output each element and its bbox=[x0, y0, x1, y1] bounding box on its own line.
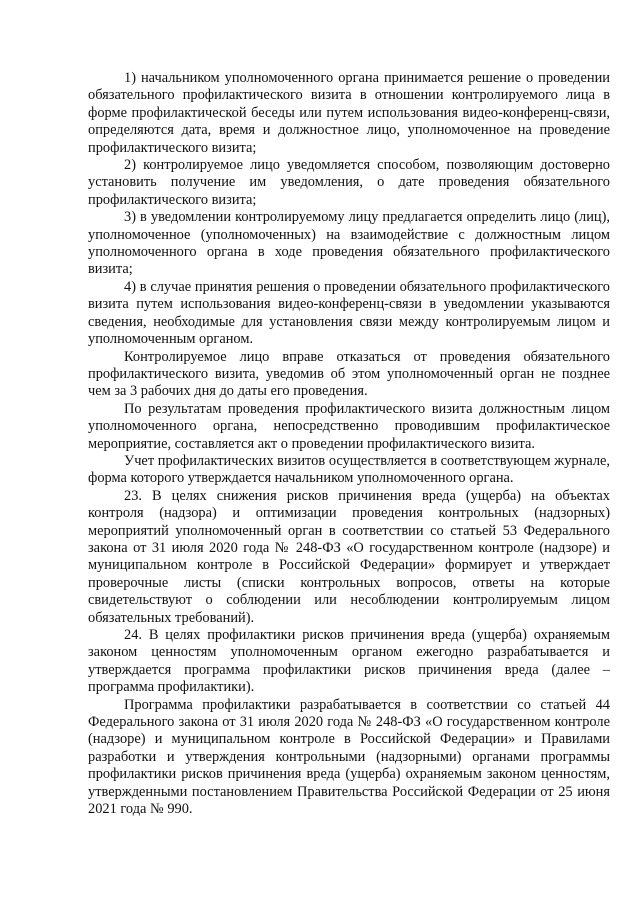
document-page bbox=[88, 70, 610, 818]
paragraph-refusal: Контролируемое лицо вправе отказаться от проведения обязательного профилактического визита, уведомив об этом уполномоченный орган не позднее чем за 3 рабочих дня до даты его проведения. bbox=[88, 348, 610, 400]
paragraph-item-1: 1) начальником уполномоченного органа принимается решение о проведении обязательного профилактического визита в отношении контролируемого лица в форме профилактической беседы или путем использования видео-конференц-связи, определяются дата, время и должностное лицо, уполномоченное на проведение профилактического визита; bbox=[88, 70, 610, 156]
paragraph-program: Программа профилактики разрабатывается в соответствии со статьей 44 Федерального закона от 31 июля 2020 года № 248-ФЗ «О государственном контроле (надзоре) и муниципальном контроле в Российской Федерации» и Правилами разработки и утверждения контрольными (надзорными) органами программы профилактики рисков причинения вреда (ущерба) охраняемым законом ценностям, утвержденными постановлением Правительства Российской Федерации от 25 июня 2021 года № 990. bbox=[88, 696, 610, 818]
paragraph-visit-results: По результатам проведения профилактического визита должностным лицом уполномоченного органа, непосредственно проводившим профилактическое мероприятие, составляется акт о проведении профилактического визита. bbox=[88, 400, 610, 452]
paragraph-item-2: 2) контролируемое лицо уведомляется способом, позволяющим достоверно установить получение им уведомления, о дате проведения обязательного профилактического визита; bbox=[88, 157, 610, 208]
paragraph-item-3: 3) в уведомлении контролируемому лицу предлагается определить лицо (лиц), уполномоченное (уполномоченных) на взаимодействие с должностным лицом уполномоченного органа в ходе проведения обязательного профилактического визита; bbox=[88, 209, 610, 278]
paragraph-item-4: 4) в случае принятия решения о проведении обязательного профилактического визита путем использования видео-конференц-связи в уведомлении указываются сведения, необходимые для установления связи между контролируемым лицом и уполномоченным органом. bbox=[88, 278, 610, 348]
paragraph-visit-journal: Учет профилактических визитов осуществляется в соответствующем журнале, форма которого утверждается начальником уполномоченного органа. bbox=[88, 452, 610, 487]
paragraph-clause-24: 24. В целях профилактики рисков причинения вреда (ущерба) охраняемым законом ценностям уполномоченным органом ежегодно разрабатывается и утверждается программа профилактики рисков причинения вреда (далее – программа профилактики). bbox=[88, 627, 610, 696]
paragraph-clause-23: 23. В целях снижения рисков причинения вреда (ущерба) на объектах контроля (надзора) и оптимизации проведения контрольных (надзорных) мероприятий уполномоченный орган в соответствии со статьей 53 Федерального закона от 31 июля 2020 года № 248-ФЗ «О государственном контроле (надзоре) и муниципальном контроле в Российской Федерации» формирует и утверждает проверочные листы (списки контрольных вопросов, ответы на которые свидетельствуют о соблюдении или несоблюдении контролируемым лицом обязательных требований). bbox=[88, 487, 610, 626]
